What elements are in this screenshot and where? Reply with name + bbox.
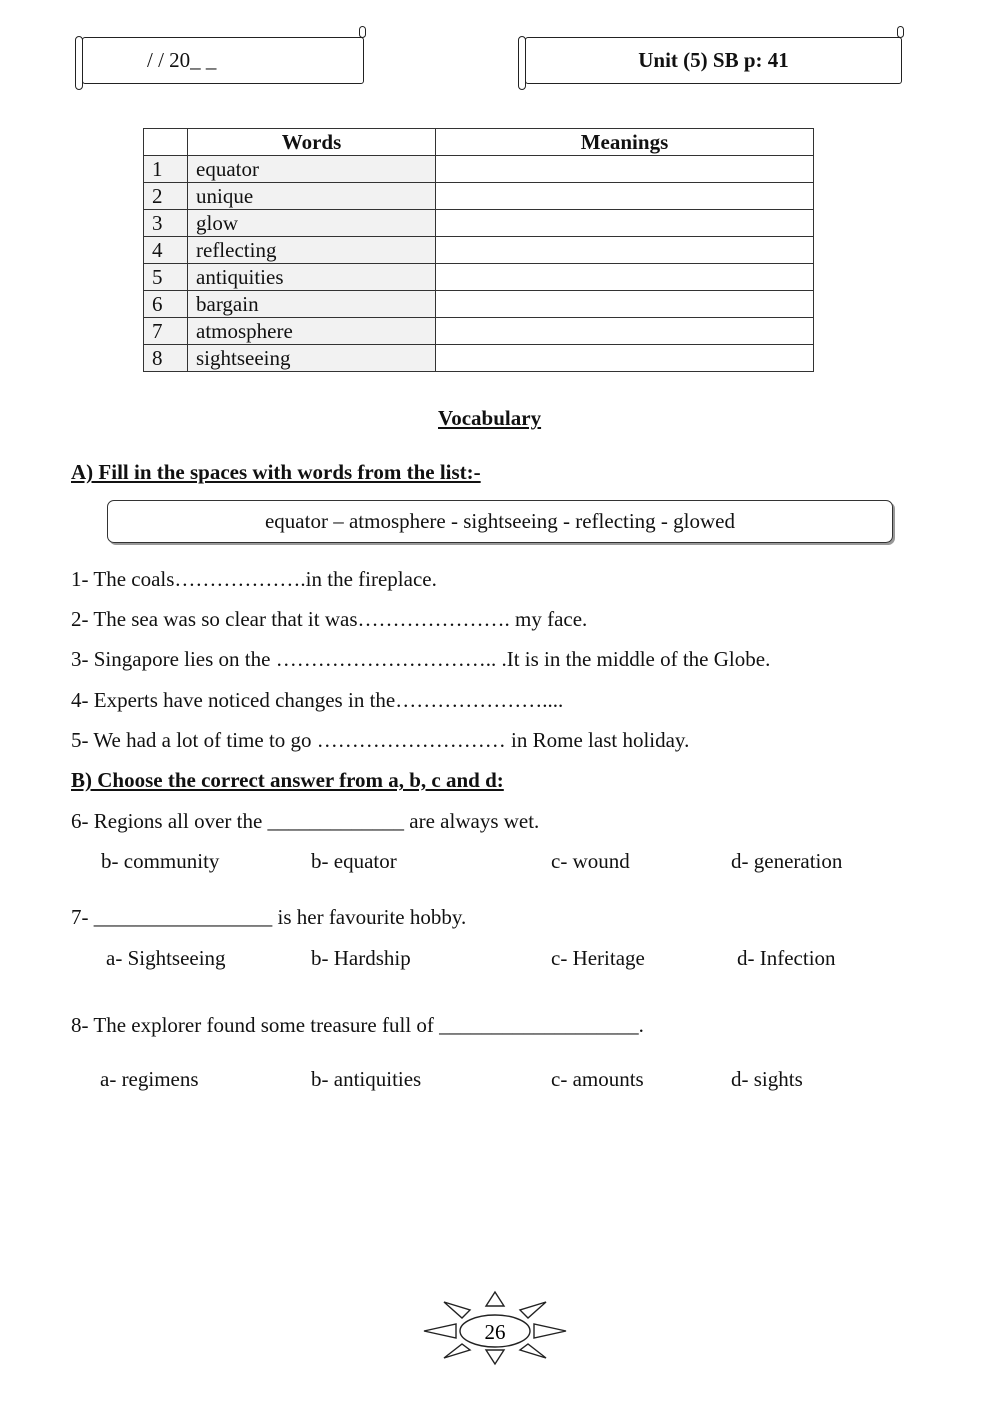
word-cell: sightseeing: [188, 345, 436, 372]
section-b-heading: B) Choose the correct answer from a, b, c and d:: [71, 768, 504, 792]
fill-item: 5- We had a lot of time to go ……………………… in Rome last holiday.: [71, 728, 690, 752]
option: c- Heritage: [551, 946, 645, 970]
option: b- Hardship: [311, 946, 411, 970]
row-number: 4: [144, 237, 188, 264]
table-row: [144, 237, 814, 264]
option: b- antiquities: [311, 1067, 422, 1091]
meaning-cell[interactable]: [436, 210, 814, 237]
option: b- equator: [311, 849, 397, 873]
date-field: / / 20_ _: [147, 48, 217, 72]
col-number: [144, 129, 188, 156]
fill-item: 3- Singapore lies on the ………………………….. .It is in the middle of the Globe.: [71, 647, 771, 671]
row-number: 6: [144, 291, 188, 318]
page-number: 26: [484, 1320, 506, 1344]
section-a-heading: A) Fill in the spaces with words from the list:-: [71, 460, 481, 484]
word-list: equator – atmosphere - sightseeing - reflecting - glowed: [264, 509, 735, 533]
table-row: [144, 156, 814, 183]
fill-item: 4- Experts have noticed changes in the…………………....: [71, 688, 564, 712]
table-header-row: [144, 129, 814, 156]
table-row: [144, 264, 814, 291]
meaning-cell[interactable]: [436, 156, 814, 183]
table-row: [144, 210, 814, 237]
table-row: [144, 291, 814, 318]
word-cell: unique: [188, 183, 436, 210]
word-cell: antiquities: [188, 264, 436, 291]
question: 8- The explorer found some treasure full of ___________________.: [71, 1013, 644, 1037]
row-number: 1: [144, 156, 188, 183]
fill-item: 1- The coals……………….in the fireplace.: [71, 567, 437, 591]
option: d- Infection: [737, 946, 836, 970]
col-meanings: Meanings: [436, 129, 814, 156]
option: c- amounts: [551, 1067, 644, 1091]
option: a- Sightseeing: [106, 946, 226, 970]
table-row: [144, 183, 814, 210]
unit-banner: [525, 37, 902, 84]
page-title: Vocabulary: [438, 406, 542, 430]
meaning-cell[interactable]: [436, 345, 814, 372]
unit-label: Unit (5) SB p: 41: [638, 48, 789, 72]
row-number: 2: [144, 183, 188, 210]
row-number: 5: [144, 264, 188, 291]
question: 6- Regions all over the _____________ are always wet.: [71, 809, 540, 833]
option: a- regimens: [100, 1067, 199, 1091]
row-number: 8: [144, 345, 188, 372]
fill-item: 2- The sea was so clear that it was…………………. my face.: [71, 607, 588, 631]
row-number: 3: [144, 210, 188, 237]
meaning-cell[interactable]: [436, 291, 814, 318]
option: b- community: [101, 849, 220, 873]
sun-decoration-icon: [420, 1288, 570, 1368]
word-cell: atmosphere: [188, 318, 436, 345]
question: 7- _________________ is her favourite hobby.: [71, 905, 467, 929]
option: d- generation: [731, 849, 843, 873]
table-row: [144, 345, 814, 372]
meaning-cell[interactable]: [436, 237, 814, 264]
meaning-cell[interactable]: [436, 264, 814, 291]
meaning-cell[interactable]: [436, 318, 814, 345]
option: d- sights: [731, 1067, 803, 1091]
word-cell: reflecting: [188, 237, 436, 264]
date-banner: [82, 37, 364, 84]
table-row: [144, 318, 814, 345]
option: c- wound: [551, 849, 630, 873]
col-words: Words: [188, 129, 436, 156]
vocabulary-table: [143, 128, 814, 372]
meaning-cell[interactable]: [436, 183, 814, 210]
word-cell: glow: [188, 210, 436, 237]
row-number: 7: [144, 318, 188, 345]
word-cell: bargain: [188, 291, 436, 318]
word-list-box: [107, 500, 893, 543]
word-cell: equator: [188, 156, 436, 183]
